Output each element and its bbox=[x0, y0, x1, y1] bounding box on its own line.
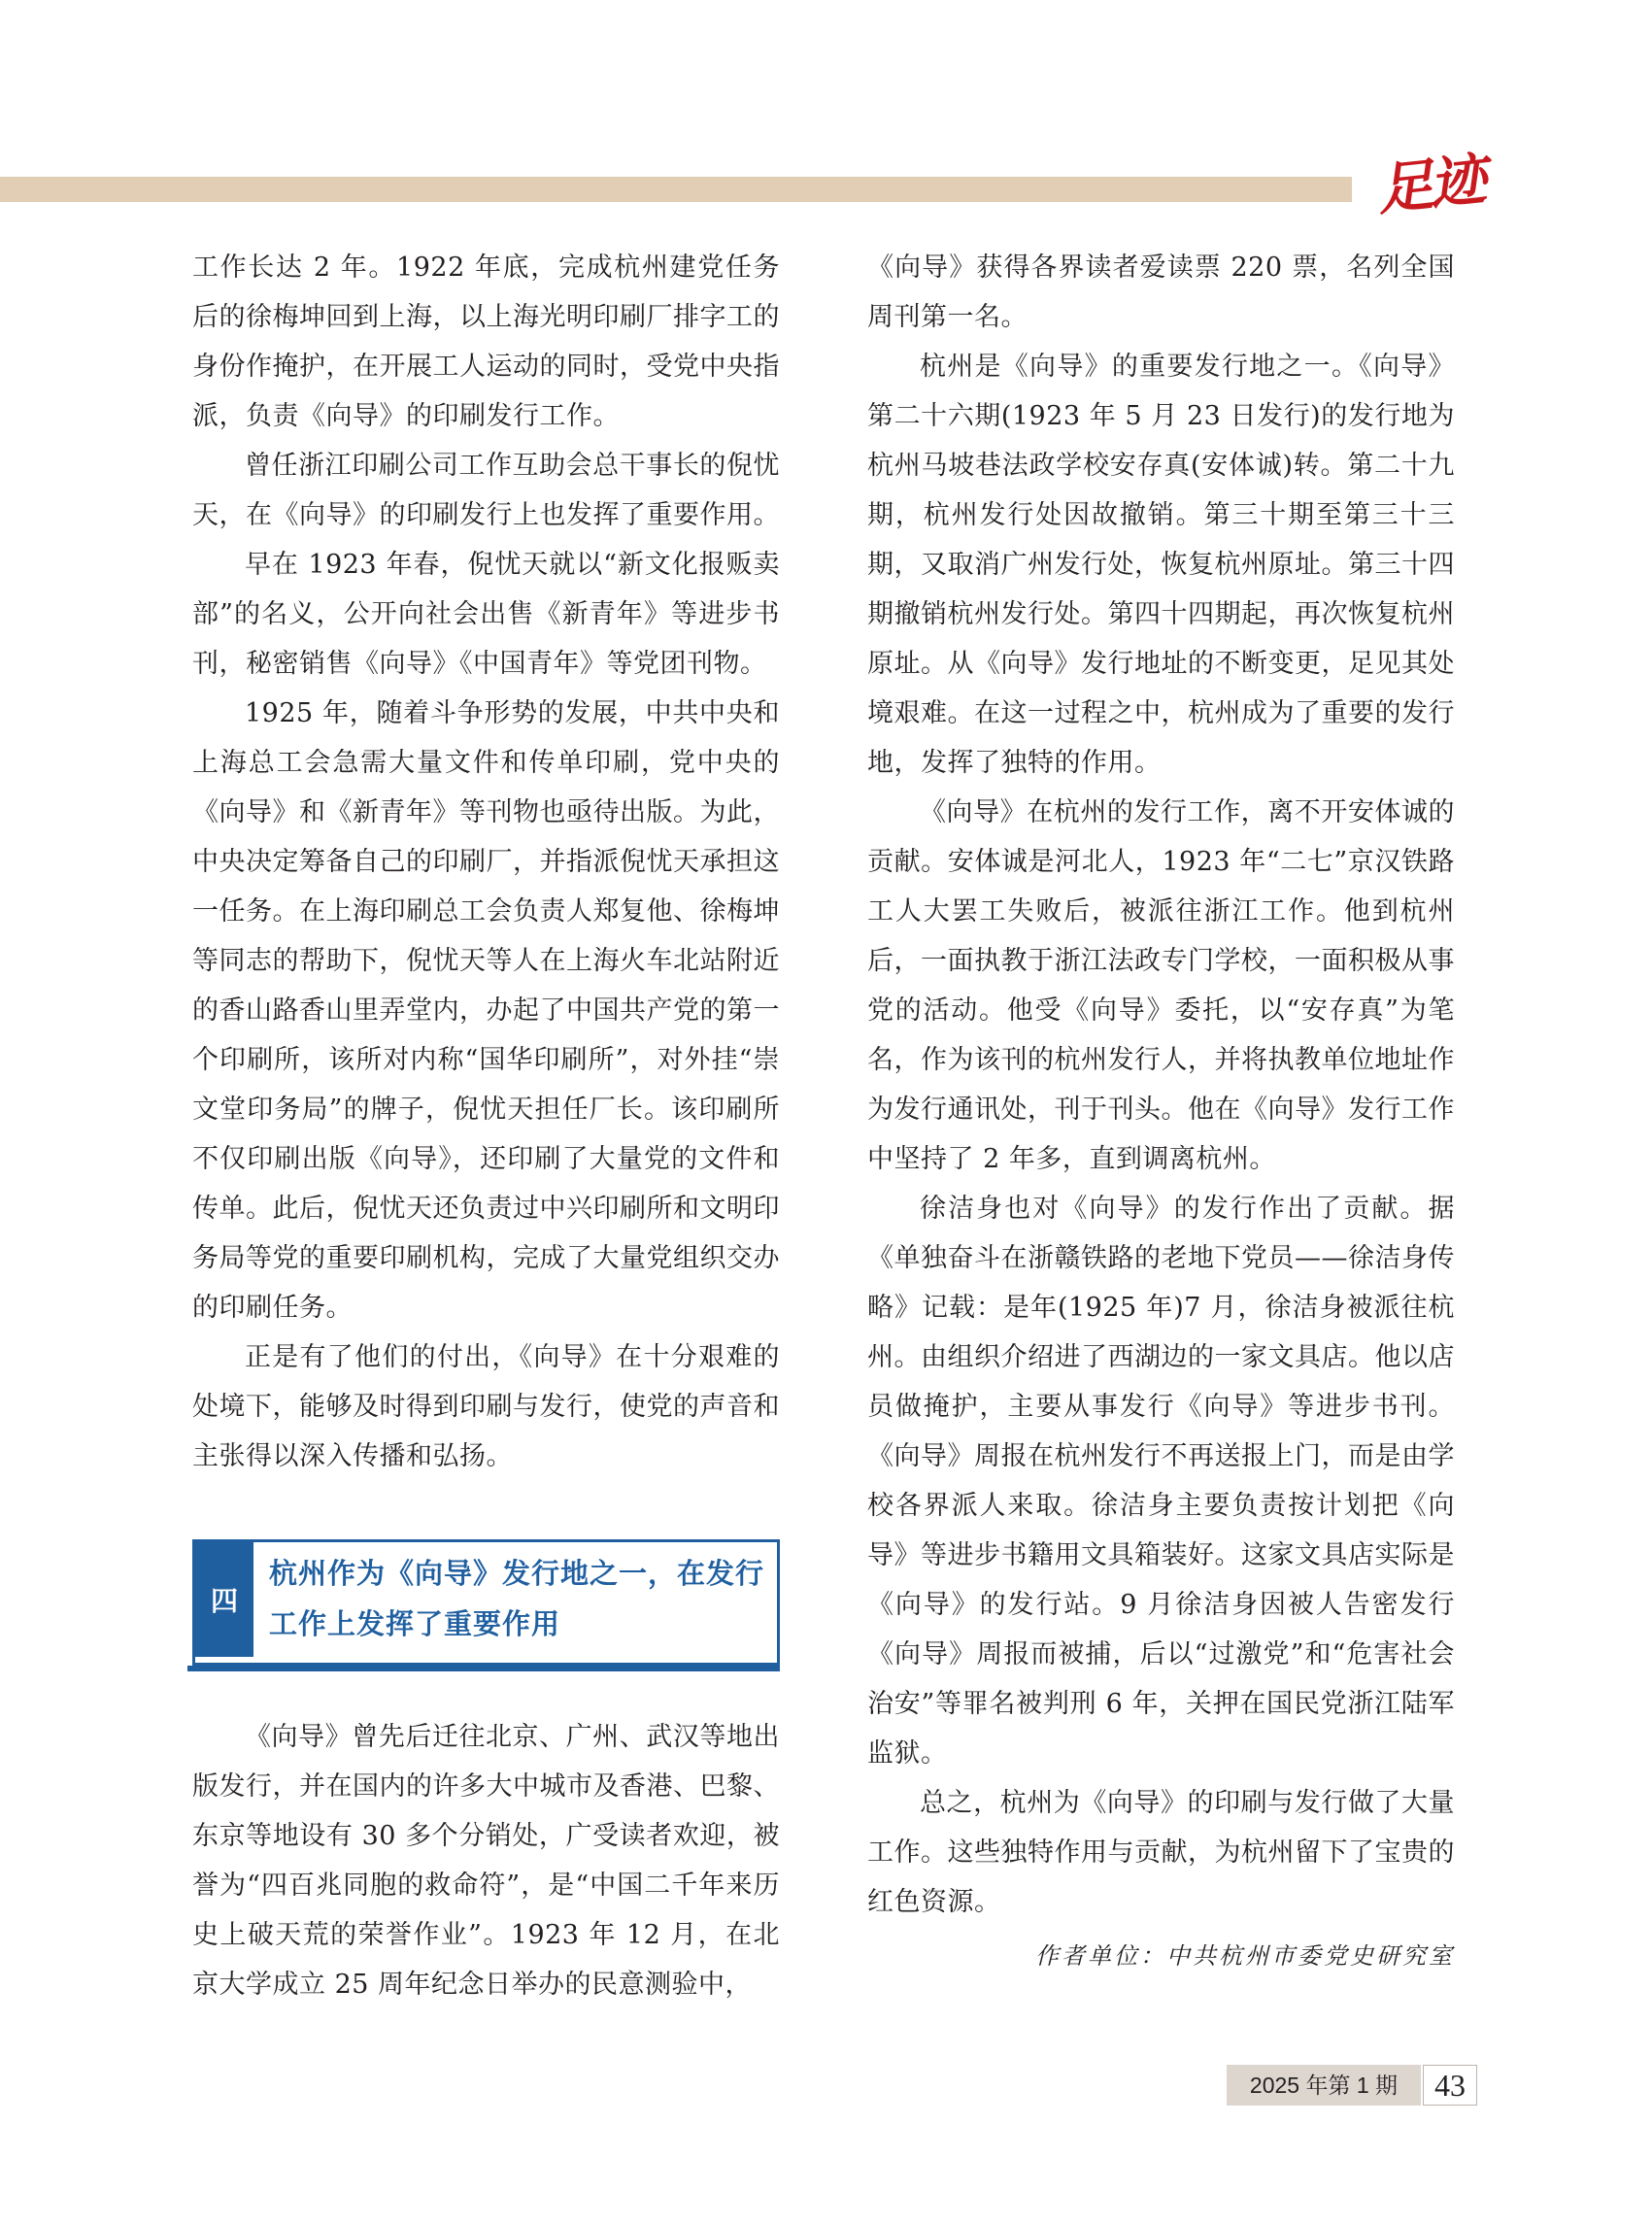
masthead-logo: 足迹 bbox=[1373, 146, 1486, 223]
paragraph: 《向导》获得各界读者爱读票 220 票，名列全国周刊第一名。 bbox=[867, 253, 1455, 332]
paragraph: 正是有了他们的付出，《向导》在十分艰难的处境下，能够及时得到印刷与发行，使党的声音和主张得以深入传播和弘扬。 bbox=[192, 1342, 780, 1471]
paragraph: 总之，杭州为《向导》的印刷与发行做了大量工作。这些独特作用与贡献，为杭州留下了宝贵的红色资源。 bbox=[867, 1788, 1455, 1917]
issue-label: 2025 年第 1 期 bbox=[1227, 2065, 1421, 2106]
author-affiliation: 作者单位：中共杭州市委党史研究室 bbox=[1035, 1942, 1455, 1970]
paragraph: 早在 1923 年春，倪忧天就以“新文化报贩卖部”的名义，公开向社会出售《新青年》等进步书刊，秘密销售《向导》《中国青年》等党团刊物。 bbox=[192, 550, 780, 679]
paragraph: 1925 年，随着斗争形势的发展，中共中央和上海总工会急需大量文件和传单印刷，党中央的《向导》和《新青年》等刊物也亟待出版。为此，中央决定筹备自己的印刷厂，并指派倪忧天承担这一任务。在上海印刷总工会负责人郑复他、徐梅坤等同志的帮助下，倪忧天等人在上海火车北站附近的香山路香山里弄堂内，办起了中国共产党的第一个印刷所，该所对内称“国华印刷所”，对外挂“崇文堂印务局”的牌子，倪忧天担任厂长。该印刷所不仅印刷出版《向导》，还印刷了大量党的文件和传单。此后，倪忧天还负责过中兴印刷所和文明印务局等党的重要印刷机构，完成了大量党组织交办的印刷任务。 bbox=[192, 698, 780, 1323]
section-underline bbox=[187, 1666, 780, 1671]
paragraph: 曾任浙江印刷公司工作互助会总干事长的倪忧天，在《向导》的印刷发行上也发挥了重要作用。 bbox=[192, 451, 780, 530]
paragraph: 《向导》在杭州的发行工作，离不开安体诚的贡献。安体诚是河北人，1923 年“二七”京汉铁路工人大罢工失败后，被派往浙江工作。他到杭州后，一面执教于浙江法政专门学校，一面积极从事党的活动。他受《向导》委托，以“安存真”为笔名，作为该刊的杭州发行人，并将执教单位地址作为发行通讯处，刊于刊头。他在《向导》发行工作中坚持了 2 年多，直到调离杭州。 bbox=[867, 797, 1455, 1174]
page-number: 43 bbox=[1423, 2065, 1477, 2106]
section-title: 杭州作为《向导》发行地之一，在发行工作上发挥了重要作用 bbox=[269, 1557, 765, 1640]
right-column bbox=[867, 243, 1455, 1977]
top-decorative-band bbox=[0, 177, 1352, 202]
left-column bbox=[192, 243, 780, 2009]
paragraph: 徐洁身也对《向导》的发行作出了贡献。据《单独奋斗在浙赣铁路的老地下党员——徐洁身传略》记载：是年(1925 年)7 月，徐洁身被派往杭州。由组织介绍进了西湖边的一家文具店。他以店员做掩护，主要从事发行《向导》等进步书刊。《向导》周报在杭州发行不再送报上门，而是由学校各界派人来取。徐洁身主要负责按计划把《向导》等进步书籍用文具箱装好。这家文具店实际是《向导》的发行站。9 月徐洁身因被人告密发行《向导》周报而被捕，后以“过激党”和“危害社会治安”等罪名被判刑 6 年，关押在国民党浙江陆军监狱。 bbox=[867, 1194, 1455, 1769]
section-heading bbox=[192, 1539, 780, 1666]
paragraph: 工作长达 2 年。1922 年底，完成杭州建党任务后的徐梅坤回到上海，以上海光明印刷厂排字工的身份作掩护，在开展工人运动的同时，受党中央指派，负责《向导》的印刷发行工作。 bbox=[192, 253, 780, 431]
paragraph: 《向导》曾先后迁往北京、广州、武汉等地出版发行，并在国内的许多大中城市及香港、巴黎、东京等地设有 30 多个分销处，广受读者欢迎，被誉为“四百兆同胞的救命符”，是“中国二千年来历史上破天荒的荣誉作业”。1923 年 12 月，在北京大学成立 25 周年纪念日举办的民意测验中， bbox=[192, 1722, 780, 2000]
section-number: 四 bbox=[195, 1542, 253, 1657]
paragraph: 杭州是《向导》的重要发行地之一。《向导》第二十六期(1923 年 5 月 23 日发行)的发行地为杭州马坡巷法政学校安存真(安体诚)转。第二十九期，杭州发行处因故撤销。第三十期至第三十三期，又取消广州发行处，恢复杭州原址。第三十四期撤销杭州发行处。第四十四期起，再次恢复杭州原址。从《向导》发行地址的不断变更，足见其处境艰难。在这一过程之中，杭州成为了重要的发行地，发挥了独特的作用。 bbox=[867, 352, 1455, 778]
